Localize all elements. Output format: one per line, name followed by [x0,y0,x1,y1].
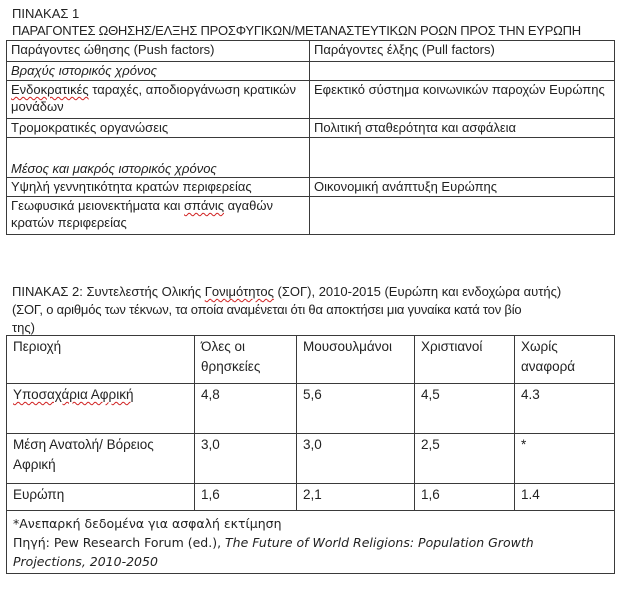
pull-cell: Εφεκτικό σύστημα κοινωνικών παροχών Ευρώπης [310,81,615,119]
value-cell: 2,5 [415,434,515,484]
value-cell: 3,0 [297,434,415,484]
table2-subtitle-cont: της) [12,320,35,335]
pull-cell [310,197,615,235]
col-header-none: Χωρίς αναφορά [515,336,615,384]
section-long-term: Μέσος και μακρός ιστορικός χρόνος [7,138,310,178]
push-cell: Ενδοκρατικές ταραχές, αποδιοργάνωση κρατικών μονάδων [7,81,310,119]
table1-subtitle: ΠΑΡΑΓΟΝΤΕΣ ΩΘΗΣΗΣ/ΕΛΞΗΣ ΠΡΟΣΦΥΓΙΚΩΝ/ΜΕΤΑΝΑΣΤΕΥΤΙΚΩΝ ΡΟΩΝ ΠΡΟΣ ΤΗΝ ΕΥΡΩΠΗ [12,23,581,38]
table-row [7,62,615,81]
value-cell: 4,5 [415,384,515,434]
pull-cell: Οικονομική ανάπτυξη Ευρώπης [310,178,615,197]
table-row [7,41,615,62]
table-header-row [7,336,615,384]
col-header-muslims: Μουσουλμάνοι [297,336,415,384]
table1-title: ΠΙΝΑΚΑΣ 1 [12,6,80,21]
region-cell: Ευρώπη [7,484,195,511]
value-cell: 5,6 [297,384,415,434]
table-row [7,197,615,235]
table-row [7,138,615,178]
value-cell: 1,6 [195,484,297,511]
section-short-term: Βραχύς ιστορικός χρόνος [7,62,310,81]
fertility-table [6,335,615,574]
value-cell: 3,0 [195,434,297,484]
note-row [7,511,615,574]
value-cell: 1,6 [415,484,515,511]
table-row [7,384,615,434]
header-push: Παράγοντες ώθησης (Push factors) [7,41,310,62]
table-row [7,434,615,484]
col-header-christians: Χριστιανοί [415,336,515,384]
source-text: Πηγή: Pew Research Forum (ed.), The Future of World Religions: Population Growth Projections, 2010-2050 [13,535,534,569]
value-cell: * [515,434,615,484]
pull-cell: Πολιτική σταθερότητα και ασφάλεια [310,119,615,138]
table-row [7,178,615,197]
value-cell: 2,1 [297,484,415,511]
value-cell: 4,8 [195,384,297,434]
push-cell: Γεωφυσικά μειονεκτήματα και σπάνις αγαθών κρατών περιφερείας [7,197,310,235]
value-cell: 4.3 [515,384,615,434]
col-header-region: Περιοχή [7,336,195,384]
note-text: *Ανεπαρκή δεδομένα για ασφαλή εκτίμηση [13,516,282,531]
table2-title: ΠΙΝΑΚΑΣ 2: Συντελεστής Ολικής Γονιμότητος (ΣΟΓ), 2010-2015 (Ευρώπη και ενδοχώρα αυτής) [12,284,562,299]
region-cell: Μέση Ανατολή/ Βόρειος Αφρική [7,434,195,484]
push-pull-table [6,40,615,235]
table-row [7,81,615,119]
value-cell: 1.4 [515,484,615,511]
table2-subtitle: (ΣΟΓ, ο αριθμός των τέκνων, τα οποία αναμένεται ότι θα αποκτήσει μια γυναίκα κατά τον βίο [12,302,522,317]
push-cell: Τρομοκρατικές οργανώσεις [7,119,310,138]
region-cell: Υποσαχάρια Αφρική [7,384,195,434]
push-cell: Υψηλή γεννητικότητα κρατών περιφερείας [7,178,310,197]
col-header-all: Όλες οι θρησκείες [195,336,297,384]
table-row [7,484,615,511]
header-pull: Παράγοντες έλξης (Pull factors) [310,41,615,62]
table-row [7,119,615,138]
source-note [7,511,615,574]
